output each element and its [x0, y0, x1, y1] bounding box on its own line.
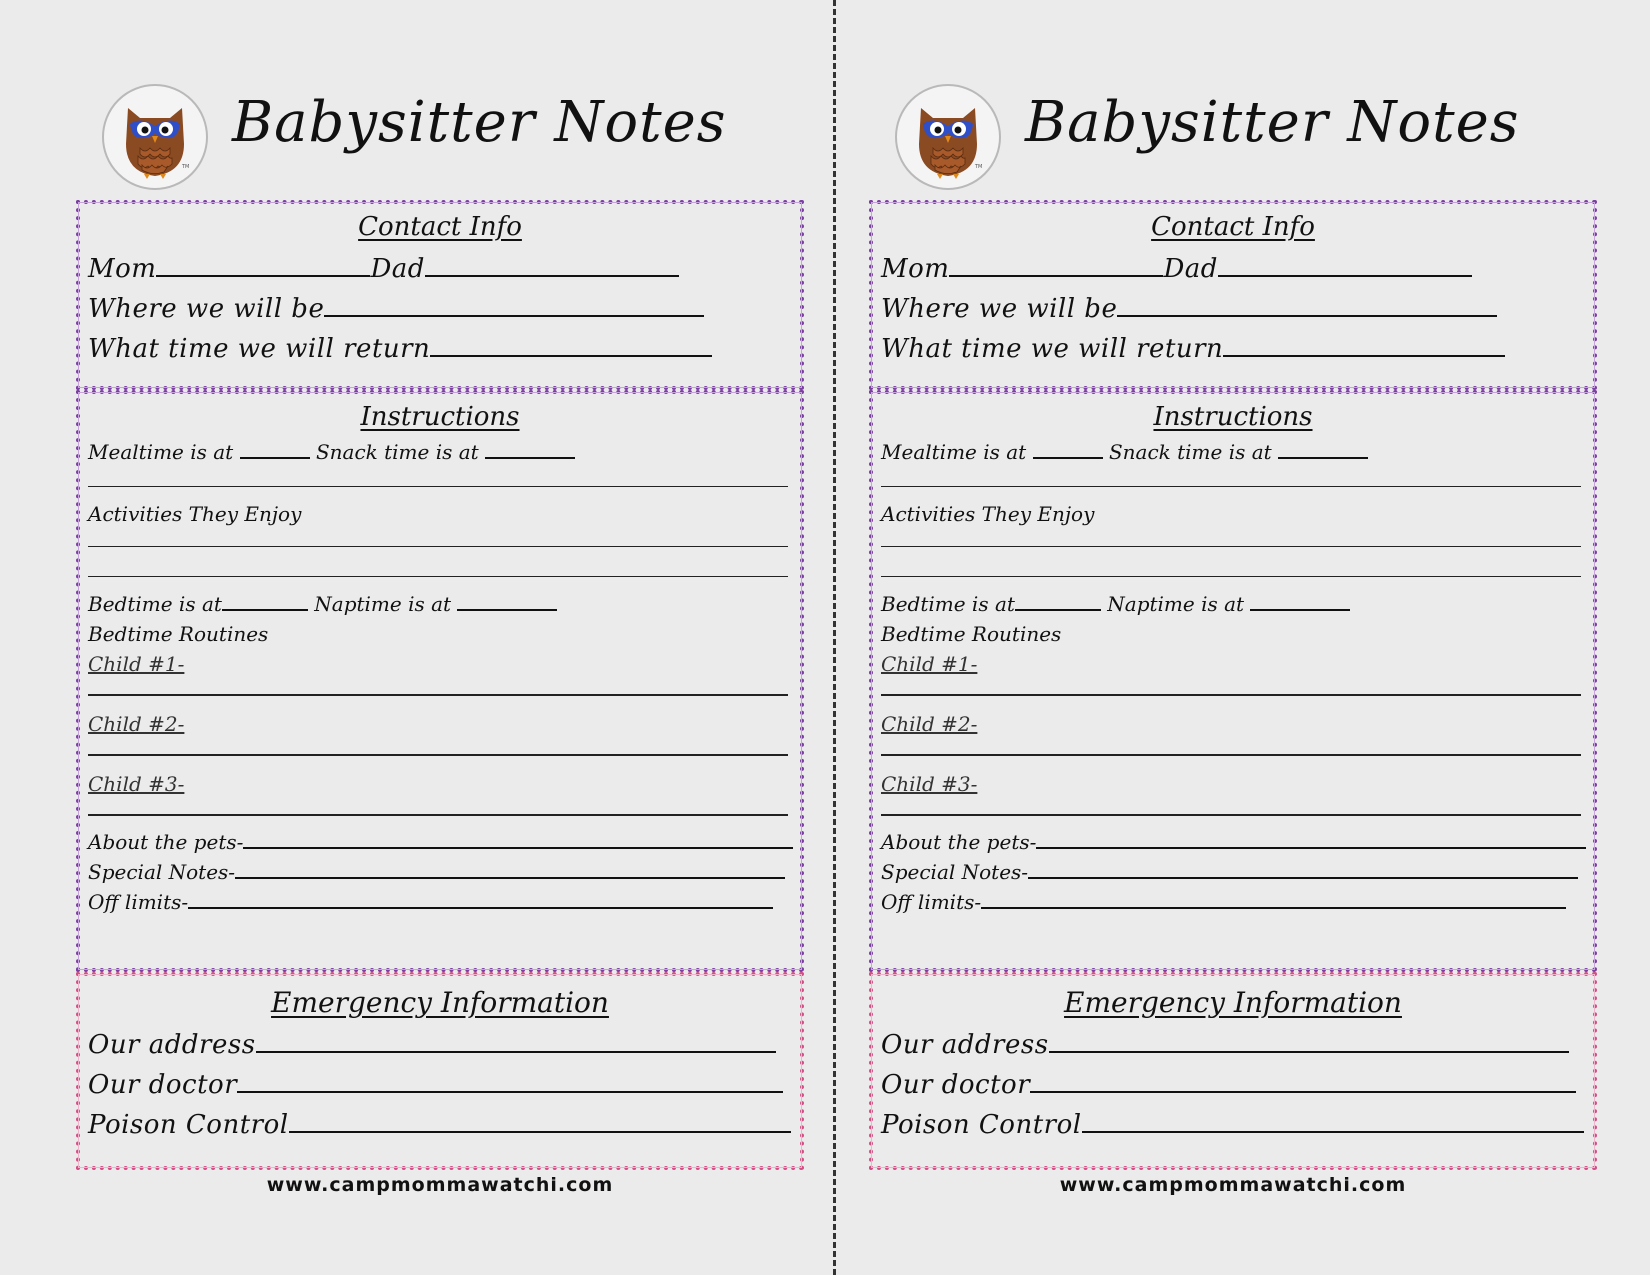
mom-field[interactable]	[949, 274, 1163, 277]
return-time-label: What time we will return	[88, 334, 431, 364]
child-3-line[interactable]	[881, 814, 1581, 816]
activities-line-1[interactable]	[881, 546, 1581, 547]
page-title: Babysitter Notes	[1025, 90, 1520, 155]
address-label: Our address	[881, 1030, 1049, 1060]
off-limits-field[interactable]	[981, 906, 1566, 909]
address-field[interactable]	[256, 1050, 776, 1053]
address-field[interactable]	[1049, 1050, 1569, 1053]
where-field[interactable]	[324, 314, 704, 317]
dad-label: Dad	[370, 254, 425, 284]
return-time-field[interactable]	[1223, 354, 1505, 357]
meal-notes-line[interactable]	[881, 486, 1581, 487]
naptime-field[interactable]	[457, 608, 557, 611]
doctor-label: Our doctor	[881, 1070, 1031, 1100]
child-2-label: Child #2-	[881, 712, 978, 736]
off-limits-label: Off limits-	[88, 890, 189, 914]
child-3-label: Child #3-	[881, 772, 978, 796]
special-notes-label: Special Notes-	[881, 860, 1029, 884]
doctor-field[interactable]	[237, 1090, 783, 1093]
contact-info-heading: Contact Info	[1151, 212, 1315, 242]
return-time-label: What time we will return	[881, 334, 1224, 364]
poison-control-label: Poison Control	[881, 1110, 1082, 1140]
naptime-label: Naptime is at	[314, 592, 452, 616]
address-row	[881, 1032, 1569, 1058]
activities-label: Activities They Enjoy	[881, 502, 1095, 526]
svg-text:TM: TM	[975, 164, 983, 170]
where-label: Where we will be	[881, 294, 1118, 324]
address-label: Our address	[88, 1030, 256, 1060]
bedtime-routines-label: Bedtime Routines	[881, 622, 1062, 646]
child-2-line[interactable]	[88, 754, 788, 756]
mealtime-label: Mealtime is at	[881, 440, 1027, 464]
parents-row	[881, 256, 1472, 282]
where-label: Where we will be	[88, 294, 325, 324]
owl-logo	[102, 84, 208, 190]
contact-info-section	[76, 200, 804, 390]
instructions-section	[76, 390, 804, 972]
dad-label: Dad	[1163, 254, 1218, 284]
pets-label: About the pets-	[881, 830, 1037, 854]
activities-line-2[interactable]	[88, 576, 788, 577]
owl-logo	[895, 84, 1001, 190]
special-notes-row	[88, 862, 785, 882]
meal-snack-row	[881, 442, 1368, 462]
doctor-label: Our doctor	[88, 1070, 238, 1100]
poison-control-row	[881, 1112, 1584, 1138]
doctor-row	[88, 1072, 783, 1098]
pets-row	[88, 832, 793, 852]
instructions-section	[869, 390, 1597, 972]
contact-info-heading: Contact Info	[358, 212, 522, 242]
special-notes-field[interactable]	[1028, 876, 1578, 879]
special-notes-label: Special Notes-	[88, 860, 236, 884]
bedtime-field[interactable]	[1015, 608, 1101, 611]
bed-nap-row	[88, 594, 557, 614]
off-limits-row	[88, 892, 773, 912]
snacktime-label: Snack time is at	[315, 440, 479, 464]
child-1-line[interactable]	[88, 694, 788, 696]
poison-control-label: Poison Control	[88, 1110, 289, 1140]
doctor-field[interactable]	[1030, 1090, 1576, 1093]
child-1-label: Child #1-	[88, 652, 185, 676]
owl-icon	[897, 86, 999, 188]
doctor-row	[881, 1072, 1576, 1098]
poison-control-field[interactable]	[1082, 1130, 1584, 1133]
bedtime-label: Bedtime is at	[881, 592, 1015, 616]
owl-icon	[104, 86, 206, 188]
card-header	[869, 84, 1601, 194]
off-limits-row	[881, 892, 1566, 912]
activities-line-2[interactable]	[881, 576, 1581, 577]
special-notes-row	[881, 862, 1578, 882]
parents-row	[88, 256, 679, 282]
card-header	[76, 84, 808, 194]
snacktime-field[interactable]	[1278, 456, 1368, 459]
contact-info-section	[869, 200, 1597, 390]
child-2-line[interactable]	[881, 754, 1581, 756]
mealtime-label: Mealtime is at	[88, 440, 234, 464]
special-notes-field[interactable]	[235, 876, 785, 879]
return-row	[881, 336, 1505, 362]
emergency-heading: Emergency Information	[1064, 986, 1402, 1019]
website-footer: www.campmommawatchi.com	[1059, 1174, 1407, 1196]
mom-label: Mom	[88, 254, 157, 284]
where-field[interactable]	[1117, 314, 1497, 317]
pets-field[interactable]	[1036, 846, 1586, 849]
naptime-field[interactable]	[1250, 608, 1350, 611]
pets-row	[881, 832, 1586, 852]
instructions-heading: Instructions	[1153, 402, 1313, 432]
address-row	[88, 1032, 776, 1058]
svg-text:TM: TM	[182, 164, 190, 170]
mealtime-field[interactable]	[1033, 456, 1103, 459]
mom-label: Mom	[881, 254, 950, 284]
poison-control-row	[88, 1112, 791, 1138]
return-time-field[interactable]	[430, 354, 712, 357]
naptime-label: Naptime is at	[1107, 592, 1245, 616]
website-footer: www.campmommawatchi.com	[266, 1174, 614, 1196]
emergency-heading: Emergency Information	[271, 986, 609, 1019]
meal-notes-line[interactable]	[88, 486, 788, 487]
bedtime-label: Bedtime is at	[88, 592, 222, 616]
child-3-label: Child #3-	[88, 772, 185, 796]
pets-field[interactable]	[243, 846, 793, 849]
child-2-label: Child #2-	[88, 712, 185, 736]
child-3-line[interactable]	[88, 814, 788, 816]
activities-line-1[interactable]	[88, 546, 788, 547]
where-row	[88, 296, 704, 322]
emergency-section	[869, 972, 1597, 1170]
dad-field[interactable]	[425, 274, 679, 277]
child-1-line[interactable]	[881, 694, 1581, 696]
instructions-heading: Instructions	[360, 402, 520, 432]
babysitter-card-right	[869, 0, 1601, 1275]
pets-label: About the pets-	[88, 830, 244, 854]
meal-snack-row	[88, 442, 575, 462]
cut-line-divider	[833, 0, 836, 1275]
bed-nap-row	[881, 594, 1350, 614]
page-title: Babysitter Notes	[232, 90, 727, 155]
child-1-label: Child #1-	[881, 652, 978, 676]
babysitter-card-left	[76, 0, 808, 1275]
snacktime-label: Snack time is at	[1108, 440, 1272, 464]
mom-field[interactable]	[156, 274, 370, 277]
emergency-section	[76, 972, 804, 1170]
snacktime-field[interactable]	[485, 456, 575, 459]
off-limits-label: Off limits-	[881, 890, 982, 914]
off-limits-field[interactable]	[188, 906, 773, 909]
poison-control-field[interactable]	[289, 1130, 791, 1133]
activities-label: Activities They Enjoy	[88, 502, 302, 526]
dad-field[interactable]	[1218, 274, 1472, 277]
bedtime-routines-label: Bedtime Routines	[88, 622, 269, 646]
bedtime-field[interactable]	[222, 608, 308, 611]
where-row	[881, 296, 1497, 322]
mealtime-field[interactable]	[240, 456, 310, 459]
return-row	[88, 336, 712, 362]
